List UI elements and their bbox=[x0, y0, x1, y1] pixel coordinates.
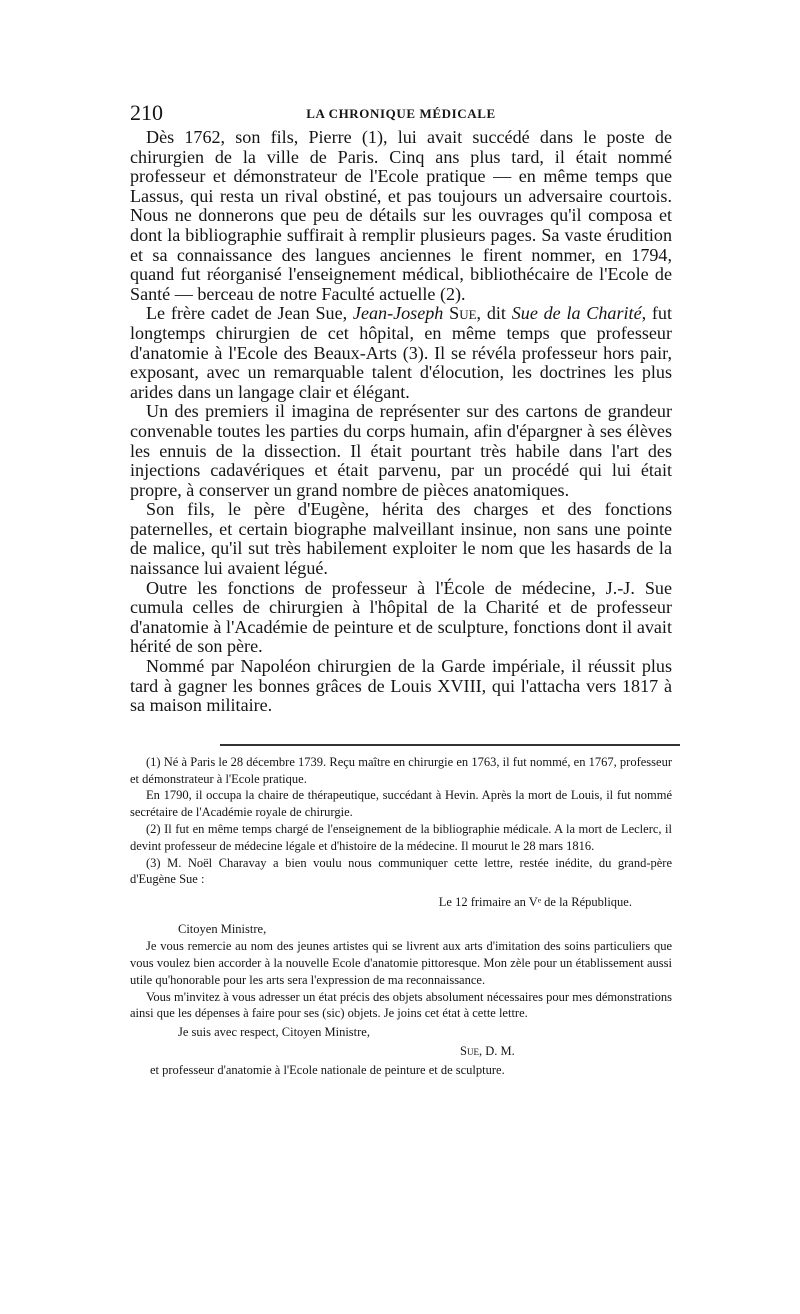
footnote-3: (3) M. Noël Charavay a bien voulu nous communiquer cette lettre, restée inédite, du grand-père d'Eugène Sue : bbox=[130, 855, 672, 887]
letter-paragraph-1: Je vous remercie au nom des jeunes artistes qui se livrent aux arts d'imitation des soins particuliers que vous voulez bien accorder à la nouvelle Ecole d'anatomie pittoresque. Mon zèle pour un établissement aussi utile qu'honorable pour les arts sera l'expression de ma reconnaissance. bbox=[130, 939, 672, 987]
signature-name: Sue bbox=[460, 1044, 479, 1059]
letter-closing: Je suis avec respect, Citoyen Ministre, bbox=[178, 1025, 370, 1040]
footnote-2: (2) Il fut en même temps chargé de l'enseignement de la bibliographie médicale. A la mort de Leclerc, il devint professeur de médecine légale et d'histoire de la médecine. Il mourut le 28 mars 1816. bbox=[130, 822, 672, 853]
signature-suffix: , D. M. bbox=[478, 1044, 515, 1059]
paragraph-anatomical-cartons: Un des premiers il imagina de représenter sur des cartons de grandeur convenable toutes les parties du corps humain, afin d'épargner à ses élèves les ennuis de la dissection. Il était pourtant très habile dans l'art des injections cadavériques et était parvenu, par un procédé qui lui était propre, à conserver un grand nombre de pièces anatomiques. bbox=[130, 401, 672, 500]
paragraph-napoleon: Nommé par Napoléon chirurgien de la Garde impériale, il réussit plus tard à gagner les bonnes grâces de Louis XVIII, qui l'attacha vers 1817 à sa maison militaire. bbox=[130, 656, 672, 716]
letter-signature bbox=[130, 1043, 672, 1060]
italic-name: Jean-Joseph bbox=[352, 303, 444, 324]
main-text bbox=[130, 128, 672, 716]
page-number: 210 bbox=[130, 100, 163, 125]
small-caps-name: Sue bbox=[449, 303, 477, 324]
letter-date: Le 12 frimaire an Vᵉ de la République. bbox=[438, 895, 632, 910]
footnote-1: (1) Né à Paris le 28 décembre 1739. Reçu maître en chirurgie en 1763, il fut nommé, en 1767, professeur et démonstrateur à l'Ecole pratique. bbox=[130, 754, 672, 786]
italic-nickname: Sue de la Charité bbox=[511, 303, 642, 324]
paragraph-jean-joseph-sue bbox=[130, 304, 672, 402]
paragraph-pierre-sue: Dès 1762, son fils, Pierre (1), lui avait succédé dans le poste de chirurgien de la ville de Paris. Cinq ans plus tard, il était nommé professeur et démonstrateur de l'Ecole pratique — en même temps que Lassus, qui resta un rival obstiné, et pas toujours un adversaire courtois. Nous ne donnerons que peu de détails sur les ouvrages qu'il composa et dont la bibliographie suffirait à remplir plusieurs pages. Sa vaste érudition et sa connaissance des langues anciennes le firent nommer, en 1794, quand fut réorganisé l'enseignement médical, bibliothécaire de l'Ecole de Santé — berceau de notre Faculté actuelle (2). bbox=[130, 127, 672, 304]
letter-salutation: Citoyen Ministre, bbox=[178, 922, 267, 937]
text-run: , dit bbox=[476, 303, 512, 324]
document-page bbox=[130, 100, 672, 1079]
running-title: LA CHRONIQUE MÉDICALE bbox=[306, 106, 496, 121]
footnote-divider bbox=[220, 744, 680, 746]
signature-title: et professeur d'anatomie à l'Ecole nationale de peinture et de sculpture. bbox=[150, 1063, 505, 1078]
text-run: Le frère cadet de Jean Sue, bbox=[146, 303, 353, 324]
letter-paragraph-2: Vous m'invitez à vous adresser un état précis des objets absolument nécessaires pour mes démonstrations ainsi que les dépenses à faire pour ses (sic) objets. Je joins cet état à cette lettre. bbox=[130, 989, 672, 1021]
page-header bbox=[130, 100, 672, 126]
footnotes bbox=[130, 754, 672, 1079]
paragraph-father-of-eugene: Son fils, le père d'Eugène, hérita des charges et des fonctions paternelles, et certain biographe malveillant insinue, non sans une pointe de malice, qu'il sut très habilement exploiter le nom que les hasards de la naissance lui avaient légué. bbox=[130, 499, 672, 579]
paragraph-functions: Outre les fonctions de professeur à l'École de médecine, J.-J. Sue cumula celles de chirurgien à l'hôpital de la Charité et de professeur d'anatomie à l'Académie de peinture et de sculpture, fonctions dont il avait hérité de son père. bbox=[130, 577, 672, 657]
footnote-1-continued: En 1790, il occupa la chaire de thérapeutique, succédant à Hevin. Après la mort de Louis, il fut nommé secrétaire de l'Académie royale de chirurgie. bbox=[130, 788, 672, 820]
text-run: , fut longtemps chirurgien de cet hôpital, en même temps que professeur d'anatomie à l'Ecole des Beaux-Arts (3). Il se révéla professeur hors pair, exposant, avec un remarquable talent d'élocution, les doctrines les plus arides dans un langage clair et élégant. bbox=[130, 303, 673, 402]
